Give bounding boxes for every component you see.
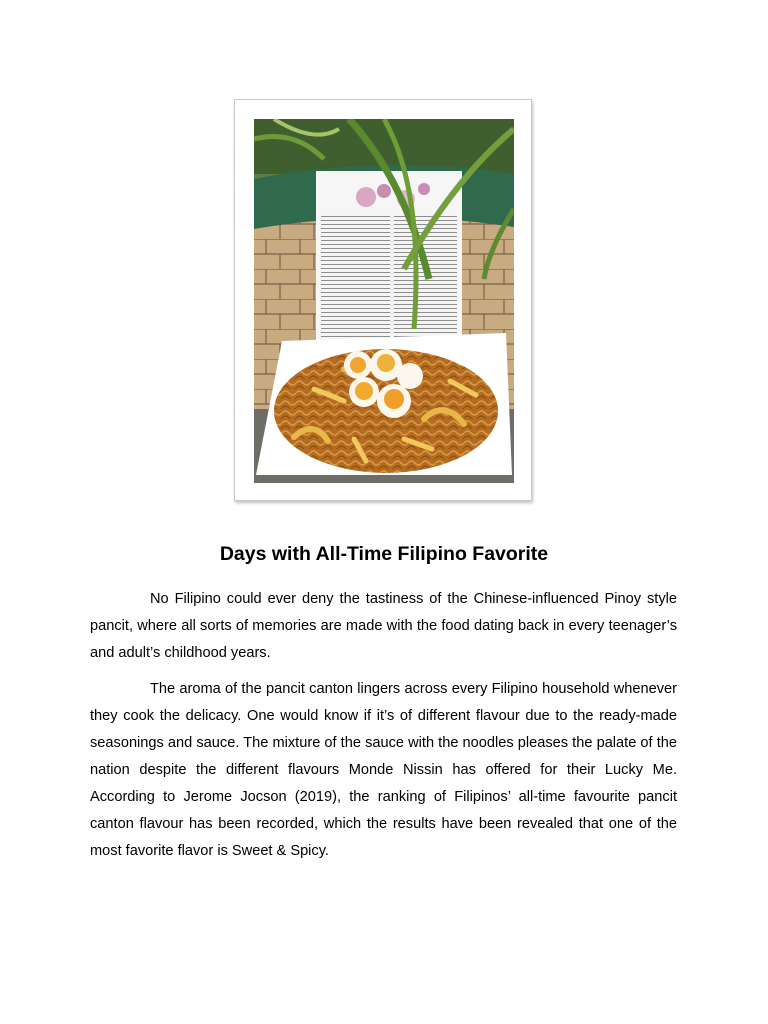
pancit-photo (254, 119, 514, 483)
article-paragraph-2: The aroma of the pancit canton lingers across every Filipino household whenever they cook the delicacy. One would know if it’s of different flavour due to the ready-made seasonings and sauce. The mixture of the sauce with the noodles pleases the palate of the nation despite the different flavours Monde Nissin has offered for their Lucky Me. According to Jerome Jocson (2019), the ranking of Filipinos’ all-time favourite pancit canton flavour has been recorded, which the results have been revealed that one of the most favorite flavor is Sweet & Spicy. (90, 681, 677, 859)
photo-frame (234, 99, 532, 501)
article-title: Days with All-Time Filipino Favorite (219, 543, 549, 565)
article-paragraph-1: No Filipino could ever deny the tastiness of the Chinese-influenced Pinoy style pancit, where all sorts of memories are made with the food dating back in every teenager’s and adult’s childhood years. (90, 591, 677, 661)
